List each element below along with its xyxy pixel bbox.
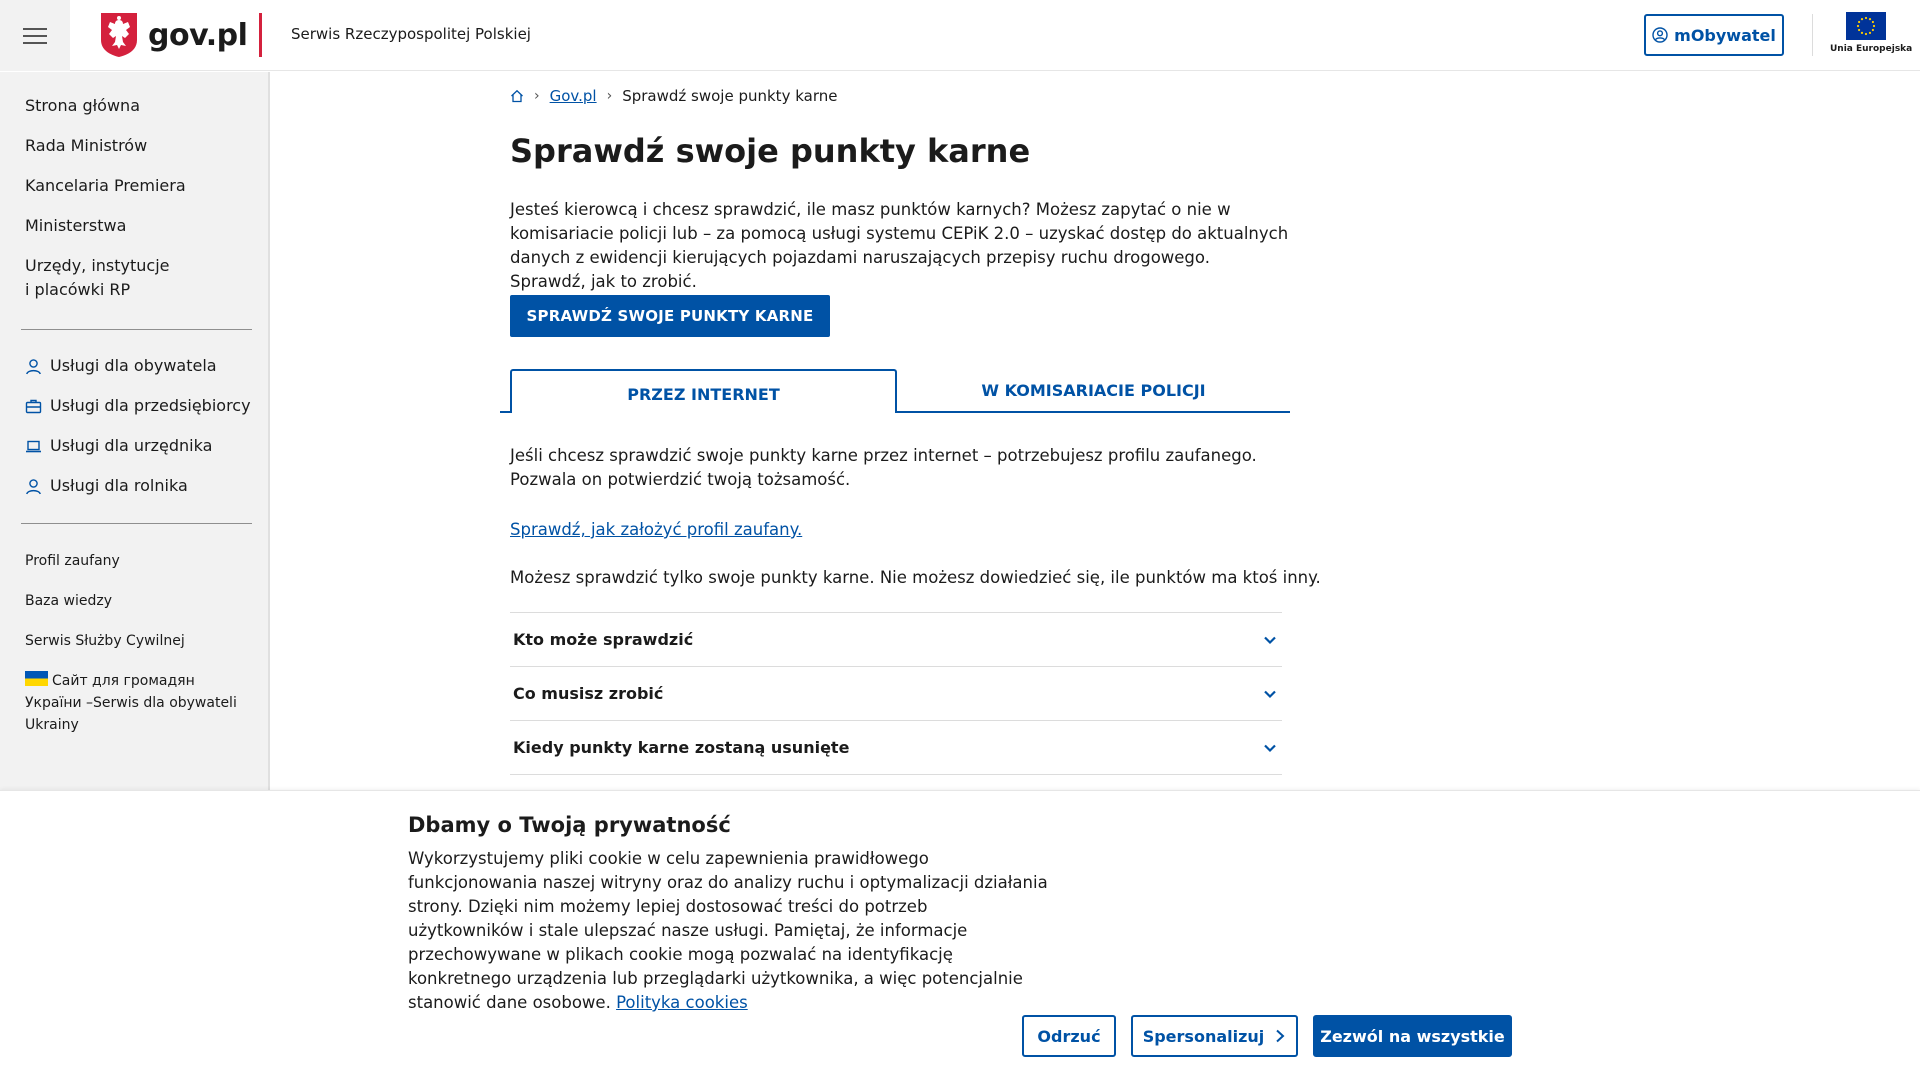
sidebar-item-prime-minister-chancellery[interactable] xyxy=(25,174,255,198)
sidebar-item-ukraine[interactable] xyxy=(25,670,255,736)
tab-police-station[interactable]: W KOMISARIACIE POLICJI xyxy=(897,369,1290,413)
accordion-item-what-to-do[interactable] xyxy=(510,667,1282,721)
eu-logo xyxy=(1830,12,1913,58)
customize-cookies-button[interactable] xyxy=(1131,1015,1298,1057)
trusted-profile-link[interactable]: Sprawdź, jak założyć profil zaufany. xyxy=(510,520,803,539)
sidebar-item-citizen-services[interactable] xyxy=(25,354,255,378)
customize-label: Spersonalizuj xyxy=(1142,1026,1265,1046)
sidebar-item-trusted-profile[interactable] xyxy=(25,550,255,572)
laptop-icon xyxy=(25,438,42,455)
ukraine-flag-icon xyxy=(25,671,48,686)
mobywatel-label: mObywatel xyxy=(1674,25,1776,45)
service-name: Serwis Rzeczypospolitej Polskiej xyxy=(291,25,531,43)
sidebar-item-label: Usługi dla przedsiębiorcy xyxy=(50,396,251,415)
sidebar-item-knowledge-base[interactable] xyxy=(25,590,255,612)
sidebar-item-home[interactable] xyxy=(25,94,255,118)
own-points-paragraph: Możesz sprawdzić tylko swoje punkty karne. Nie możesz dowiedzieć się, ile punktów ma ktoś inny. xyxy=(510,568,1321,587)
polish-eagle-icon xyxy=(100,12,138,58)
tab-underline xyxy=(500,411,510,413)
breadcrumb-link-govpl[interactable]: Gov.pl xyxy=(549,87,597,105)
breadcrumb xyxy=(510,86,837,106)
sidebar-item-label: Usługi dla obywatela xyxy=(50,356,217,375)
accordion-title: Kto może sprawdzić xyxy=(513,630,694,649)
sidebar-item-label[interactable]: Rada Ministrów xyxy=(25,136,148,155)
sidebar-item-label: Usługi dla rolnika xyxy=(50,476,188,495)
home-icon[interactable] xyxy=(510,89,524,103)
sidebar-item-label[interactable]: Strona główna xyxy=(25,96,140,115)
reject-cookies-button[interactable] xyxy=(1022,1015,1116,1057)
chevron-down-icon xyxy=(1262,740,1278,756)
accordion-item-points-removal[interactable] xyxy=(510,721,1282,775)
sidebar-item-offices[interactable] xyxy=(25,254,175,302)
sidebar-divider xyxy=(21,329,252,330)
chevron-down-icon xyxy=(1262,686,1278,702)
accept-all-cookies-button[interactable] xyxy=(1313,1015,1512,1057)
sidebar-item-label: Сайт для громадян України –Serwis dla obywateli Ukrainy xyxy=(25,673,237,733)
sidebar xyxy=(0,72,270,790)
chevron-right-icon xyxy=(1274,1029,1286,1043)
cookie-banner xyxy=(0,790,1920,1080)
sidebar-item-official-services[interactable] xyxy=(25,434,255,458)
briefcase-icon xyxy=(25,398,42,415)
sidebar-main-list xyxy=(25,94,255,318)
sidebar-divider xyxy=(21,523,252,524)
sidebar-item-label[interactable]: Kancelaria Premiera xyxy=(25,176,186,195)
sidebar-services-list xyxy=(25,354,255,514)
header-divider xyxy=(1812,14,1813,56)
sidebar-minor-list xyxy=(25,550,255,754)
mobywatel-button[interactable] xyxy=(1644,14,1784,56)
user-icon xyxy=(25,358,42,375)
accordion-title: Co musisz zrobić xyxy=(513,684,664,703)
sidebar-item-ministries[interactable] xyxy=(25,214,255,238)
sidebar-item-label: Profil zaufany xyxy=(25,553,120,569)
eu-label: Unia Europejska xyxy=(1830,44,1913,54)
sidebar-item-label[interactable]: Urzędy, instytucje i placówki RP xyxy=(25,256,170,299)
accept-label: Zezwól na wszystkie xyxy=(1320,1026,1505,1046)
user-circle-icon xyxy=(1652,27,1668,43)
cookie-body: Wykorzystujemy pliki cookie w celu zapewnienia prawidłowego funkcjonowania naszej witryny oraz do analizy ruchu i optymalizacji działania strony. Dzięki nim możemy lepiej dostosować treści do potrzeb użytkowników i stale ulepszać nasze usługi. Pamiętaj, że informacje przechowywane w plikach cookie mogą pozwalać na identyfikację konkretnego urządzenia lub przeglądarki użytkownika, a więc potencjalnie stanowić dane osobowe. xyxy=(408,849,1048,1012)
tabs xyxy=(500,369,1290,413)
logo-separator xyxy=(259,13,262,57)
gov-logo[interactable] xyxy=(100,12,247,58)
sidebar-item-business-services[interactable] xyxy=(25,394,255,418)
logo-text: gov.pl xyxy=(148,17,248,53)
menu-icon[interactable] xyxy=(0,0,70,71)
sidebar-item-label: Baza wiedzy xyxy=(25,593,113,609)
chevron-right-icon: › xyxy=(606,88,613,104)
sidebar-item-council-of-ministers[interactable] xyxy=(25,134,255,158)
site-header xyxy=(0,0,1920,71)
accordion-title: Kiedy punkty karne zostaną usunięte xyxy=(513,738,850,757)
chevron-down-icon xyxy=(1262,632,1278,648)
eu-flag-icon xyxy=(1846,12,1886,40)
intro-text: Jesteś kierowcą i chcesz sprawdzić, ile masz punktów karnych? Możesz zapytać o nie w komisariacie policji lub – za pomocą usługi systemu CEPiK 2.0 – uzyskać dostęp do aktualnych danych z ewidencji kierujących pojazdami naruszających przepisy ruchu drogowego. Sprawdź, jak to zrobić. xyxy=(510,200,1289,291)
cookie-policy-link[interactable]: Polityka cookies xyxy=(616,993,748,1012)
sidebar-item-civil-service[interactable] xyxy=(25,630,255,652)
cookie-title: Dbamy o Twoją prywatność xyxy=(408,813,731,837)
sidebar-item-label: Serwis Służby Cywilnej xyxy=(25,633,185,649)
reject-label: Odrzuć xyxy=(1037,1026,1101,1046)
breadcrumb-current: Sprawdź swoje punkty karne xyxy=(622,87,838,105)
page-title: Sprawdź swoje punkty karne xyxy=(510,132,1031,170)
tab-online[interactable]: PRZEZ INTERNET xyxy=(510,369,897,413)
sidebar-item-label[interactable]: Ministerstwa xyxy=(25,216,127,235)
sidebar-item-farmer-services[interactable] xyxy=(25,474,255,498)
check-points-button[interactable]: SPRAWDŹ SWOJE PUNKTY KARNE xyxy=(510,295,830,337)
cookie-text xyxy=(408,847,1048,1015)
user-icon xyxy=(25,478,42,495)
online-paragraph: Jeśli chcesz sprawdzić swoje punkty karne przez internet – potrzebujesz profilu zaufanego. Pozwala on potwierdzić twoją tożsamość. xyxy=(510,446,1257,489)
sidebar-item-label: Usługi dla urzędnika xyxy=(50,436,213,455)
chevron-right-icon: › xyxy=(534,88,540,104)
accordion-item-who-can-check[interactable] xyxy=(510,613,1282,667)
accordion xyxy=(510,612,1282,775)
